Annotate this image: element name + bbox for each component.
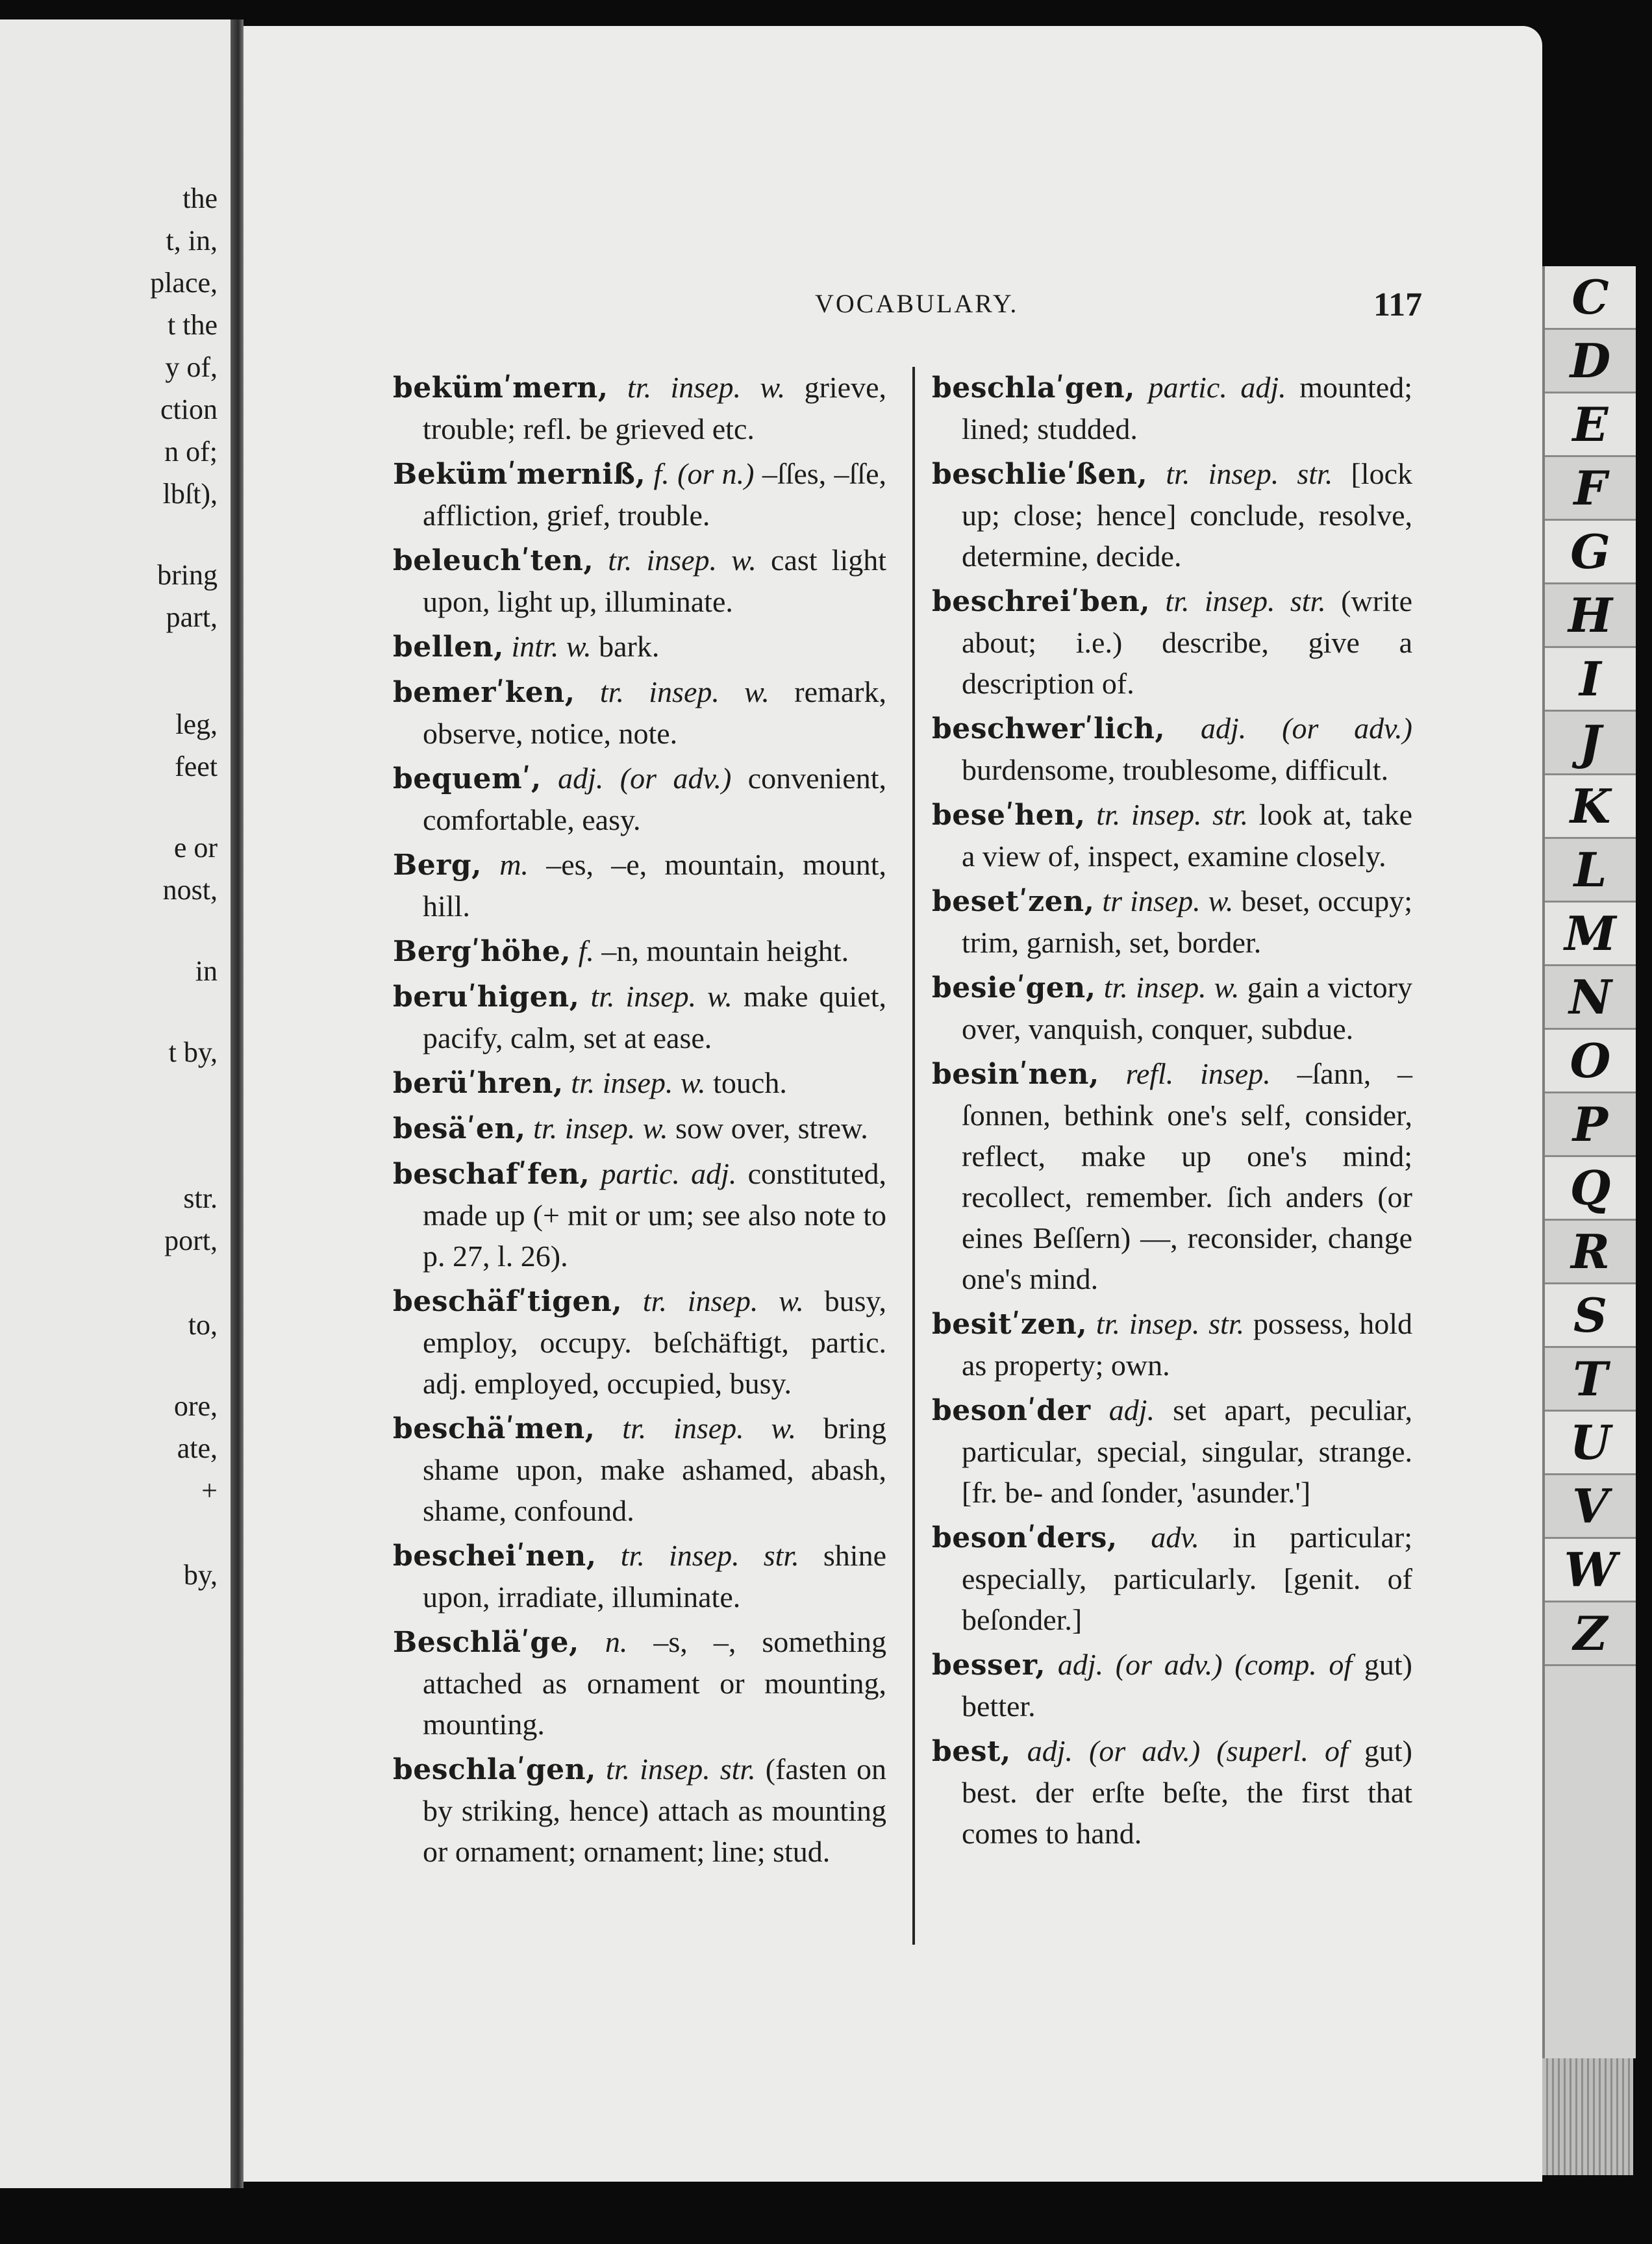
dictionary-entry (393, 758, 886, 840)
dictionary-entry (932, 1053, 1412, 1299)
dictionary-entry (932, 880, 1412, 963)
entry-definition: cast light upon, light up, illuminate. (423, 543, 887, 618)
entry-grammar: tr. insep. str. (620, 1539, 799, 1572)
dictionary-entry (393, 453, 886, 536)
thumb-index-tab[interactable]: I (1545, 648, 1636, 712)
entry-definition: –s, –, something attached as ornament or mounting, mounting. (423, 1625, 887, 1741)
entry-headword: besieʹgen, (932, 971, 1096, 1004)
left-page-fragment: nost, (162, 874, 218, 906)
left-page-fragment: str. (183, 1182, 218, 1214)
thumb-index-tab[interactable]: J (1545, 712, 1636, 775)
dictionary-entry (393, 367, 886, 449)
entry-grammar: tr. insep. w. (571, 1066, 706, 1099)
left-page (0, 19, 234, 2188)
entry-headword: beschafʹfen, (393, 1158, 590, 1191)
entry-definition: constituted, made up (+ mit or um; see also note to p. 27, l. 26). (423, 1157, 886, 1273)
entry-headword: besinʹnen, (932, 1058, 1099, 1091)
entry-definition: sow over, strew. (675, 1112, 868, 1145)
dictionary-entry (932, 1517, 1412, 1640)
left-page-fragment: to, (188, 1309, 218, 1341)
right-column (932, 367, 1412, 1858)
thumb-index-tab[interactable]: D (1545, 330, 1636, 393)
entry-definition: grieve, trouble; refl. be grieved etc. (423, 371, 887, 445)
dictionary-entry (932, 794, 1412, 877)
entry-headword: bequemʹ, (393, 762, 542, 795)
entry-definition: in particular; especially, particularly. [genit. of beſonder.] (962, 1521, 1413, 1636)
entry-headword: beschlieʹßen, (932, 458, 1148, 491)
page-edges (1542, 2058, 1633, 2175)
entry-definition: remark, observe, notice, note. (423, 675, 887, 750)
thumb-index-tab[interactable]: Z (1545, 1602, 1636, 1666)
entry-definition: touch. (713, 1066, 787, 1099)
entry-grammar: adj. (or adv.) (comp. of (1057, 1648, 1353, 1681)
entry-definition: burdensome, troublesome, difficult. (962, 753, 1389, 786)
dictionary-entry (393, 976, 886, 1058)
entry-headword: beschlaʹgen, (932, 371, 1135, 405)
entry-definition: shine upon, irradiate, illuminate. (423, 1539, 886, 1614)
entry-grammar: tr. insep. str. (1095, 1307, 1245, 1340)
thumb-index-tab[interactable]: H (1545, 584, 1636, 648)
dictionary-entry (393, 1108, 886, 1149)
entry-headword: bemerʹken, (393, 676, 575, 709)
entry-definition: set apart, peculiar, particular, special, singular, strange. [fr. be- and ſonder, 'asunder.'] (962, 1393, 1412, 1509)
entry-definition: –ſann, –ſonnen, bethink one's self, consider, reflect, make up one's mind; recollect, remember. ſich anders (or eines Beſſern) —, reconsider, change one's mind. (962, 1057, 1413, 1295)
book-gutter (231, 19, 244, 2188)
entry-definition: gut) best. der erſte beſte, the first that comes to hand. (962, 1734, 1412, 1850)
entry-grammar: tr. insep. w. (533, 1112, 668, 1145)
entry-definition: gain a victory over, vanquish, conquer, subdue. (962, 971, 1412, 1045)
thumb-index-tab[interactable]: K (1545, 775, 1636, 839)
entry-definition: convenient, comfortable, easy. (423, 762, 886, 836)
entry-grammar: refl. insep. (1125, 1057, 1271, 1090)
entry-headword: bekümʹmern, (393, 371, 608, 405)
entry-grammar: tr. insep. str. (605, 1752, 756, 1786)
entry-headword: besetʹzen, (932, 885, 1095, 918)
entry-headword: beleuchʹten, (393, 544, 594, 577)
entry-grammar: tr. insep. str. (1096, 798, 1249, 831)
entry-headword: berüʹhren, (393, 1067, 564, 1100)
left-page-fragment: lbſt), (162, 478, 218, 510)
entry-headword: besäʹen, (393, 1112, 526, 1145)
dictionary-entry (932, 1390, 1412, 1513)
entry-grammar: adj. (or adv.) (superl. of (1027, 1734, 1348, 1767)
left-page-fragment: bring (157, 559, 218, 591)
entry-headword: beschwerʹlich, (932, 712, 1166, 745)
thumb-index-tab[interactable]: L (1545, 839, 1636, 903)
thumb-index-tab[interactable]: M (1545, 903, 1636, 966)
left-page-fragment: e or (173, 832, 218, 864)
left-page-fragment: + (201, 1475, 218, 1506)
dictionary-entry (932, 967, 1412, 1049)
dictionary-entry (393, 1621, 886, 1745)
entry-grammar: partic. adj. (601, 1157, 737, 1190)
entry-grammar: f. (578, 934, 594, 967)
entry-headword: beschreiʹben, (932, 585, 1151, 618)
entry-headword: Bergʹhöhe, (393, 935, 571, 968)
entry-headword: besitʹzen, (932, 1308, 1088, 1341)
entry-grammar: tr. insep. w. (1103, 971, 1240, 1004)
entry-headword: Bekümʹmerniß, (393, 458, 646, 491)
dictionary-entry (393, 1408, 886, 1531)
thumb-index-tab[interactable]: S (1545, 1284, 1636, 1348)
left-column (393, 367, 886, 1876)
thumb-index-tab[interactable]: G (1545, 521, 1636, 584)
left-page-fragment: the (182, 182, 218, 214)
entry-grammar: tr. insep. w. (599, 675, 770, 708)
entry-grammar: adv. (1151, 1521, 1199, 1554)
entry-definition: [lock up; close; hence] conclude, resolve, determine, decide. (962, 457, 1412, 573)
entry-grammar: tr. insep. w. (622, 1412, 797, 1445)
thumb-index-tab[interactable]: Q (1545, 1157, 1636, 1221)
entry-grammar: adj. (or adv.) (1201, 712, 1413, 745)
entry-headword: bescheiʹnen, (393, 1540, 597, 1573)
entry-definition: bring shame upon, make ashamed, abash, shame, confound. (423, 1412, 887, 1527)
dictionary-entry (393, 671, 886, 754)
entry-headword: best, (932, 1735, 1011, 1768)
dictionary-entry (932, 1730, 1412, 1854)
thumb-index-tab[interactable]: C (1545, 266, 1636, 330)
entry-grammar: tr. insep. w. (627, 371, 786, 404)
thumb-index-tab[interactable]: N (1545, 966, 1636, 1030)
left-page-fragment: n of; (164, 436, 218, 468)
dictionary-entry (932, 708, 1412, 790)
entry-definition: gut) better. (962, 1648, 1412, 1723)
entry-grammar: tr. insep. str. (1165, 584, 1326, 617)
entry-definition: make quiet, pacify, calm, set at ease. (423, 980, 887, 1054)
left-page-fragment: t by, (168, 1036, 218, 1068)
entry-grammar: intr. w. (511, 630, 592, 663)
dictionary-entry (393, 1535, 886, 1617)
thumb-index-tab[interactable]: E (1545, 393, 1636, 457)
left-page-fragment: place, (150, 267, 218, 299)
dictionary-entry (932, 580, 1412, 704)
page-header (244, 286, 1490, 331)
left-page-fragment: part, (166, 601, 218, 633)
entry-headword: beseʹhen, (932, 799, 1086, 832)
right-page (244, 26, 1542, 2182)
dictionary-entry (393, 1153, 886, 1277)
entry-grammar: tr. insep. w. (590, 980, 732, 1013)
dictionary-entry (393, 1749, 886, 1872)
dictionary-entry (393, 626, 886, 667)
dictionary-entry (932, 367, 1412, 449)
entry-headword: bellen, (393, 630, 504, 664)
entry-headword: beruʹhigen, (393, 980, 580, 1014)
entry-definition: busy, employ, occupy. beſchäftigt, partic. adj. employed, occupied, busy. (423, 1284, 887, 1400)
thumb-index (1542, 266, 1636, 2058)
entry-grammar: tr. insep. w. (642, 1284, 804, 1317)
left-page-fragment: feet (175, 751, 218, 782)
entry-definition: (fasten on by striking, hence) attach as mounting or ornament; ornament; line; stud. (423, 1752, 887, 1868)
entry-headword: beschlaʹgen, (393, 1753, 596, 1786)
entry-grammar: adj. (or adv.) (558, 762, 732, 795)
dictionary-entry (393, 930, 886, 972)
thumb-index-tab[interactable]: T (1545, 1348, 1636, 1412)
left-page-fragment: ction (160, 393, 218, 425)
entry-headword: besser, (932, 1649, 1046, 1682)
left-page-fragment: leg, (175, 708, 218, 740)
thumb-index-tab[interactable]: U (1545, 1412, 1636, 1475)
entry-headword: Beschläʹge, (393, 1626, 579, 1659)
thumb-index-tab[interactable]: V (1545, 1475, 1636, 1539)
thumb-index-tab[interactable]: R (1545, 1221, 1636, 1284)
dictionary-entry (393, 844, 886, 927)
entry-definition: –n, mountain height. (601, 934, 849, 967)
entry-grammar: tr. insep. str. (1166, 457, 1333, 490)
dictionary-entry (393, 1062, 886, 1104)
entry-grammar: f. (or n.) (653, 457, 755, 490)
thumb-index-tab[interactable]: F (1545, 457, 1636, 521)
entry-headword: besonʹders, (932, 1521, 1118, 1554)
left-page-fragment: by, (183, 1559, 218, 1591)
left-page-fragment: port, (164, 1225, 218, 1256)
left-page-fragment: ore, (173, 1390, 218, 1422)
dictionary-entry (932, 1644, 1412, 1727)
thumb-index-tab[interactable]: W (1545, 1539, 1636, 1602)
running-head: VOCABULARY. (815, 289, 1019, 318)
entry-definition: –es, –e, mountain, mount, hill. (423, 848, 886, 923)
page-number: 117 (1373, 286, 1423, 323)
left-page-fragment: y of, (165, 351, 218, 383)
entry-definition: beset, occupy; trim, garnish, set, border. (962, 884, 1412, 959)
entry-headword: besonʹder (932, 1394, 1091, 1427)
entry-grammar: m. (499, 848, 529, 881)
thumb-index-tab[interactable]: O (1545, 1030, 1636, 1093)
entry-definition: bark. (599, 630, 660, 663)
entry-grammar: adj. (1108, 1393, 1155, 1427)
entry-definition: (write about; i.e.) describe, give a description of. (962, 584, 1413, 700)
entry-grammar: partic. adj. (1148, 371, 1286, 404)
entry-headword: beschäʹmen, (393, 1412, 595, 1445)
entry-grammar: n. (605, 1625, 628, 1658)
entry-headword: Berg, (393, 849, 482, 882)
entry-grammar: tr. insep. w. (608, 543, 757, 577)
entry-headword: beschäfʹtigen, (393, 1285, 623, 1318)
entry-definition: mounted; lined; studded. (962, 371, 1412, 445)
entry-definition: –ſſes, –ſſe, affliction, grief, trouble. (423, 457, 886, 532)
dictionary-entry (393, 1280, 886, 1404)
entry-grammar: tr insep. w. (1102, 884, 1234, 917)
entry-definition: possess, hold as property; own. (962, 1307, 1412, 1382)
left-page-fragment: ate, (177, 1432, 218, 1464)
left-page-fragment: t, in, (166, 225, 218, 256)
left-page-fragment: t the (168, 309, 218, 341)
entry-definition: look at, take a view of, inspect, examine closely. (962, 798, 1413, 873)
dictionary-entry (932, 453, 1412, 577)
dictionary-entry (932, 1303, 1412, 1386)
thumb-index-tab[interactable]: P (1545, 1093, 1636, 1157)
column-rule (912, 367, 915, 1945)
left-page-fragment: in (195, 955, 218, 987)
dictionary-entry (393, 540, 886, 622)
